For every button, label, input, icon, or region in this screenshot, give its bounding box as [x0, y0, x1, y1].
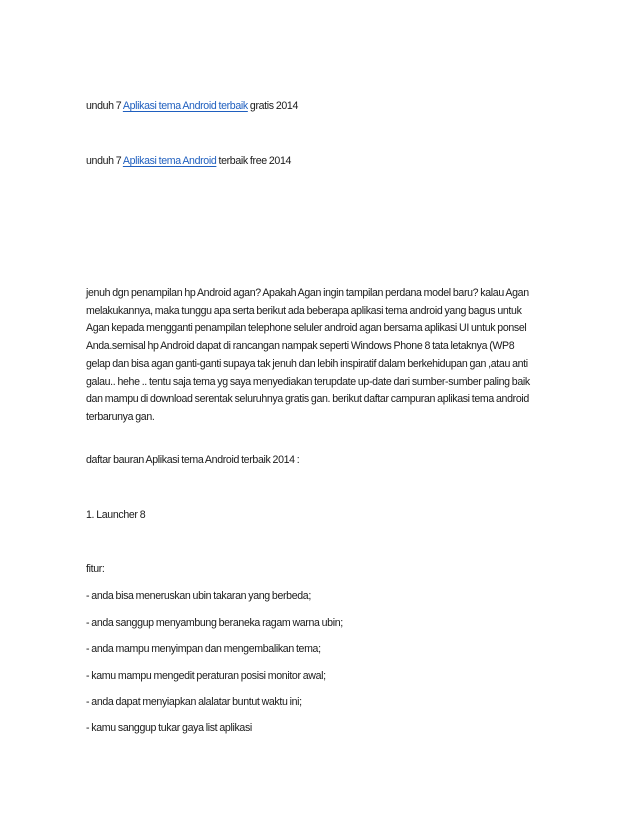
paragraph-line: galau.. hehe .. tentu saja tema yg saya menyediakan terupdate up-date dari sumber-sumber paling baik	[86, 375, 530, 388]
heading-line-1-link[interactable]: Aplikasi tema Android terbaik	[122, 100, 248, 112]
paragraph-line: dan mampu di download serentak seluruhnya gratis gan. berikut daftar campuran aplikasi tema android	[86, 393, 529, 406]
feature-item: - kamu sanggup tukar gaya list aplikasi	[86, 722, 252, 734]
intro-paragraph	[86, 285, 566, 427]
fitur-label: fitur:	[86, 563, 105, 575]
heading-line-1-prefix: unduh 7	[86, 100, 123, 112]
feature-item: - anda dapat menyiapkan alalatar buntut waktu ini;	[86, 696, 302, 708]
feature-item: - anda sanggup menyambung beraneka ragam warna ubin;	[86, 617, 343, 629]
heading-line-2-suffix: terbaik free 2014	[216, 155, 292, 167]
paragraph-line: gelap dan bisa agan ganti-ganti supaya tak jenuh dan lebih inspiratif dalam berkehidupan gan ,atau anti	[86, 357, 528, 370]
heading-line-2-prefix: unduh 7	[86, 155, 123, 167]
feature-item: - kamu mampu mengedit peraturan posisi monitor awal;	[86, 670, 326, 682]
paragraph-line: Agan kepada mengganti penampilan telephone seluler android agan bersama aplikasi UI untuk ponsel	[86, 322, 527, 335]
list-title: daftar bauran Aplikasi tema Android terbaik 2014 :	[86, 454, 300, 466]
feature-item: - anda mampu menyimpan dan mengembalikan tema;	[86, 643, 321, 655]
heading-line-2	[86, 155, 291, 168]
paragraph-line: melakukannya, maka tunggu apa serta berikut ada beberapa aplikasi tema android yang bagus untuk	[86, 304, 522, 317]
paragraph-line: terbarunya gan.	[86, 410, 155, 423]
item-title: 1. Launcher 8	[86, 509, 146, 521]
heading-line-1-suffix: gratis 2014	[247, 100, 298, 112]
paragraph-line: Anda.semisal hp Android dapat di rancangan nampak seperti Windows Phone 8 tata letaknya (WP8	[86, 340, 515, 353]
feature-item: - anda bisa meneruskan ubin takaran yang berbeda;	[86, 590, 311, 602]
paragraph-line: jenuh dgn penampilan hp Android agan? Apakah Agan ingin tampilan perdana model baru? kalau Agan	[86, 287, 529, 299]
heading-line-2-link[interactable]: Aplikasi tema Android	[122, 155, 217, 167]
heading-line-1	[86, 100, 298, 113]
